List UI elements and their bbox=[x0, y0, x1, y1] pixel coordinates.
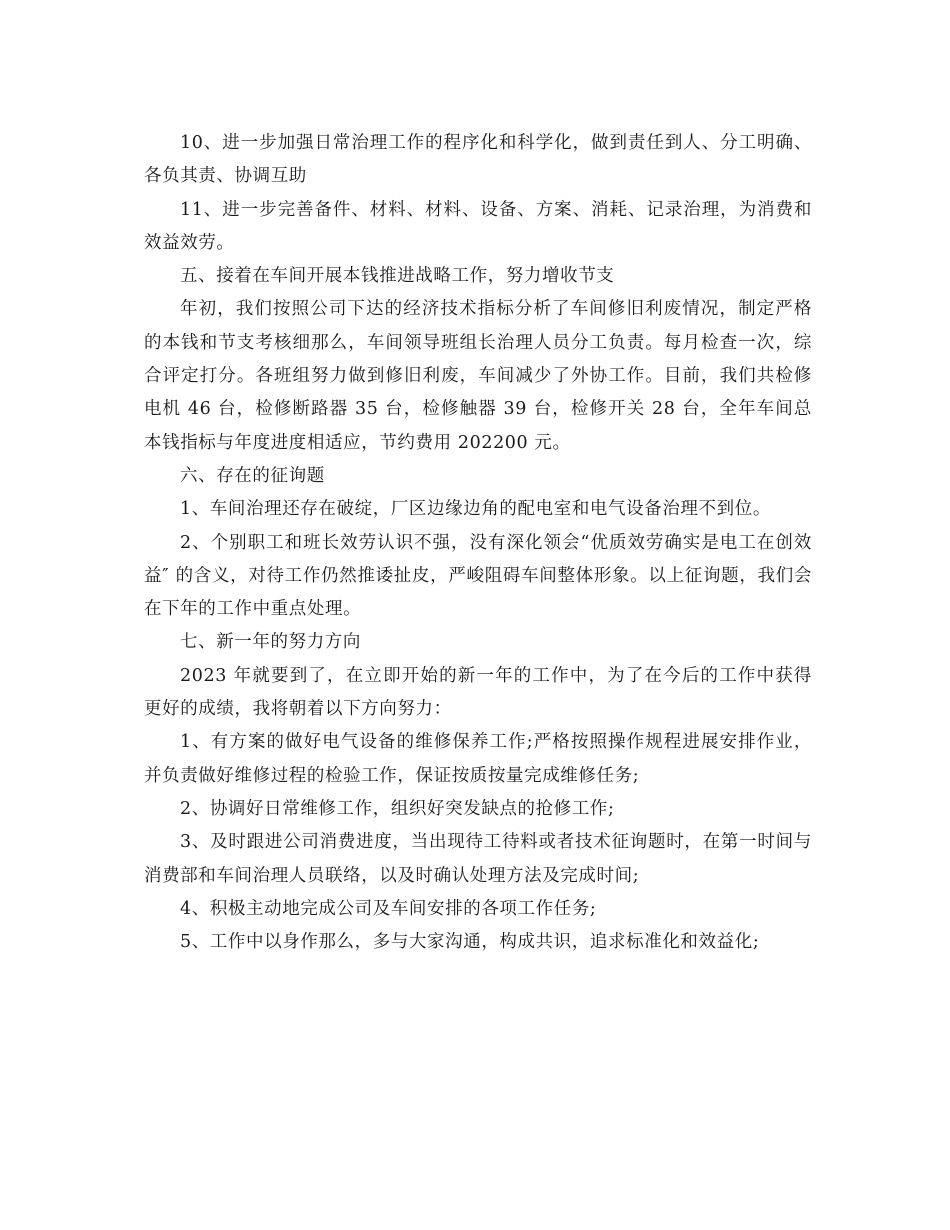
problem-item-1: 1、车间治理还存在破绽，厂区边缘边角的配电室和电气设备治理不到位。 bbox=[180, 499, 771, 520]
plan-item-2: 2、协调好日常维修工作，组织好突发缺点的抢修工作; bbox=[180, 798, 615, 819]
section-heading-5: 五、接着在车间开展本钱推进战略工作，努力增收节支 bbox=[180, 266, 615, 287]
plan-item-1: 1、有方案的做好电气设备的维修保养工作;严格按照操作规程进展安排作业，并负责做好维修过程的检验工作，保证按质按量完成维修任务; bbox=[144, 732, 812, 786]
problem-item-2: 2、个别职工和班长效劳认识不强，没有深化领会“优质效劳确实是电工在创效益″ 的含义，对待工作仍然推诿扯皮，严峻阻碍车间整体形象。以上征询题，我们会在下年的工作中重点处理。 bbox=[144, 532, 812, 620]
paragraph-item-10: 10、进一步加强日常治理工作的程序化和科学化，做到责任到人、分工明确、各负其责、协调互助 bbox=[144, 133, 812, 187]
paragraph-new-year-intro: 2023 年就要到了，在立即开始的新一年的工作中，为了在今后的工作中获得更好的成绩，我将朝着以下方向努力： bbox=[144, 665, 812, 720]
document-body bbox=[144, 127, 812, 959]
plan-item-4: 4、积极主动地完成公司及车间安排的各项工作任务; bbox=[180, 898, 597, 919]
plan-item-3: 3、及时跟进公司消费进度，当出现待工待料或者技术征询题时，在第一时间与消费部和车间治理人员联络，以及时确认处理方法及完成时间; bbox=[144, 832, 812, 886]
plan-item-5: 5、工作中以身作那么，多与大家沟通，构成共识，追求标准化和效益化; bbox=[180, 932, 760, 953]
section-heading-7: 七、新一年的努力方向 bbox=[180, 632, 361, 653]
paragraph-cost-analysis: 年初，我们按照公司下达的经济技术指标分析了车间修旧利废情况，制定严格的本钱和节支考核细那么，车间领导班组长治理人员分工负责。每月检查一次，综合评定打分。各班组努力做到修旧利废，车间减少了外协工作。目前，我们共检修电机 46 台，检修断路器 35 台，检修触器 39 台，检修开关 28 台，全年车间总本钱指标与年度进度相适应，节约费用 202200 元。 bbox=[144, 299, 812, 453]
paragraph-item-11: 11、进一步完善备件、材料、材料、设备、方案、消耗、记录治理，为消费和效益效劳。 bbox=[144, 199, 812, 253]
section-heading-6: 六、存在的征询题 bbox=[180, 465, 325, 486]
